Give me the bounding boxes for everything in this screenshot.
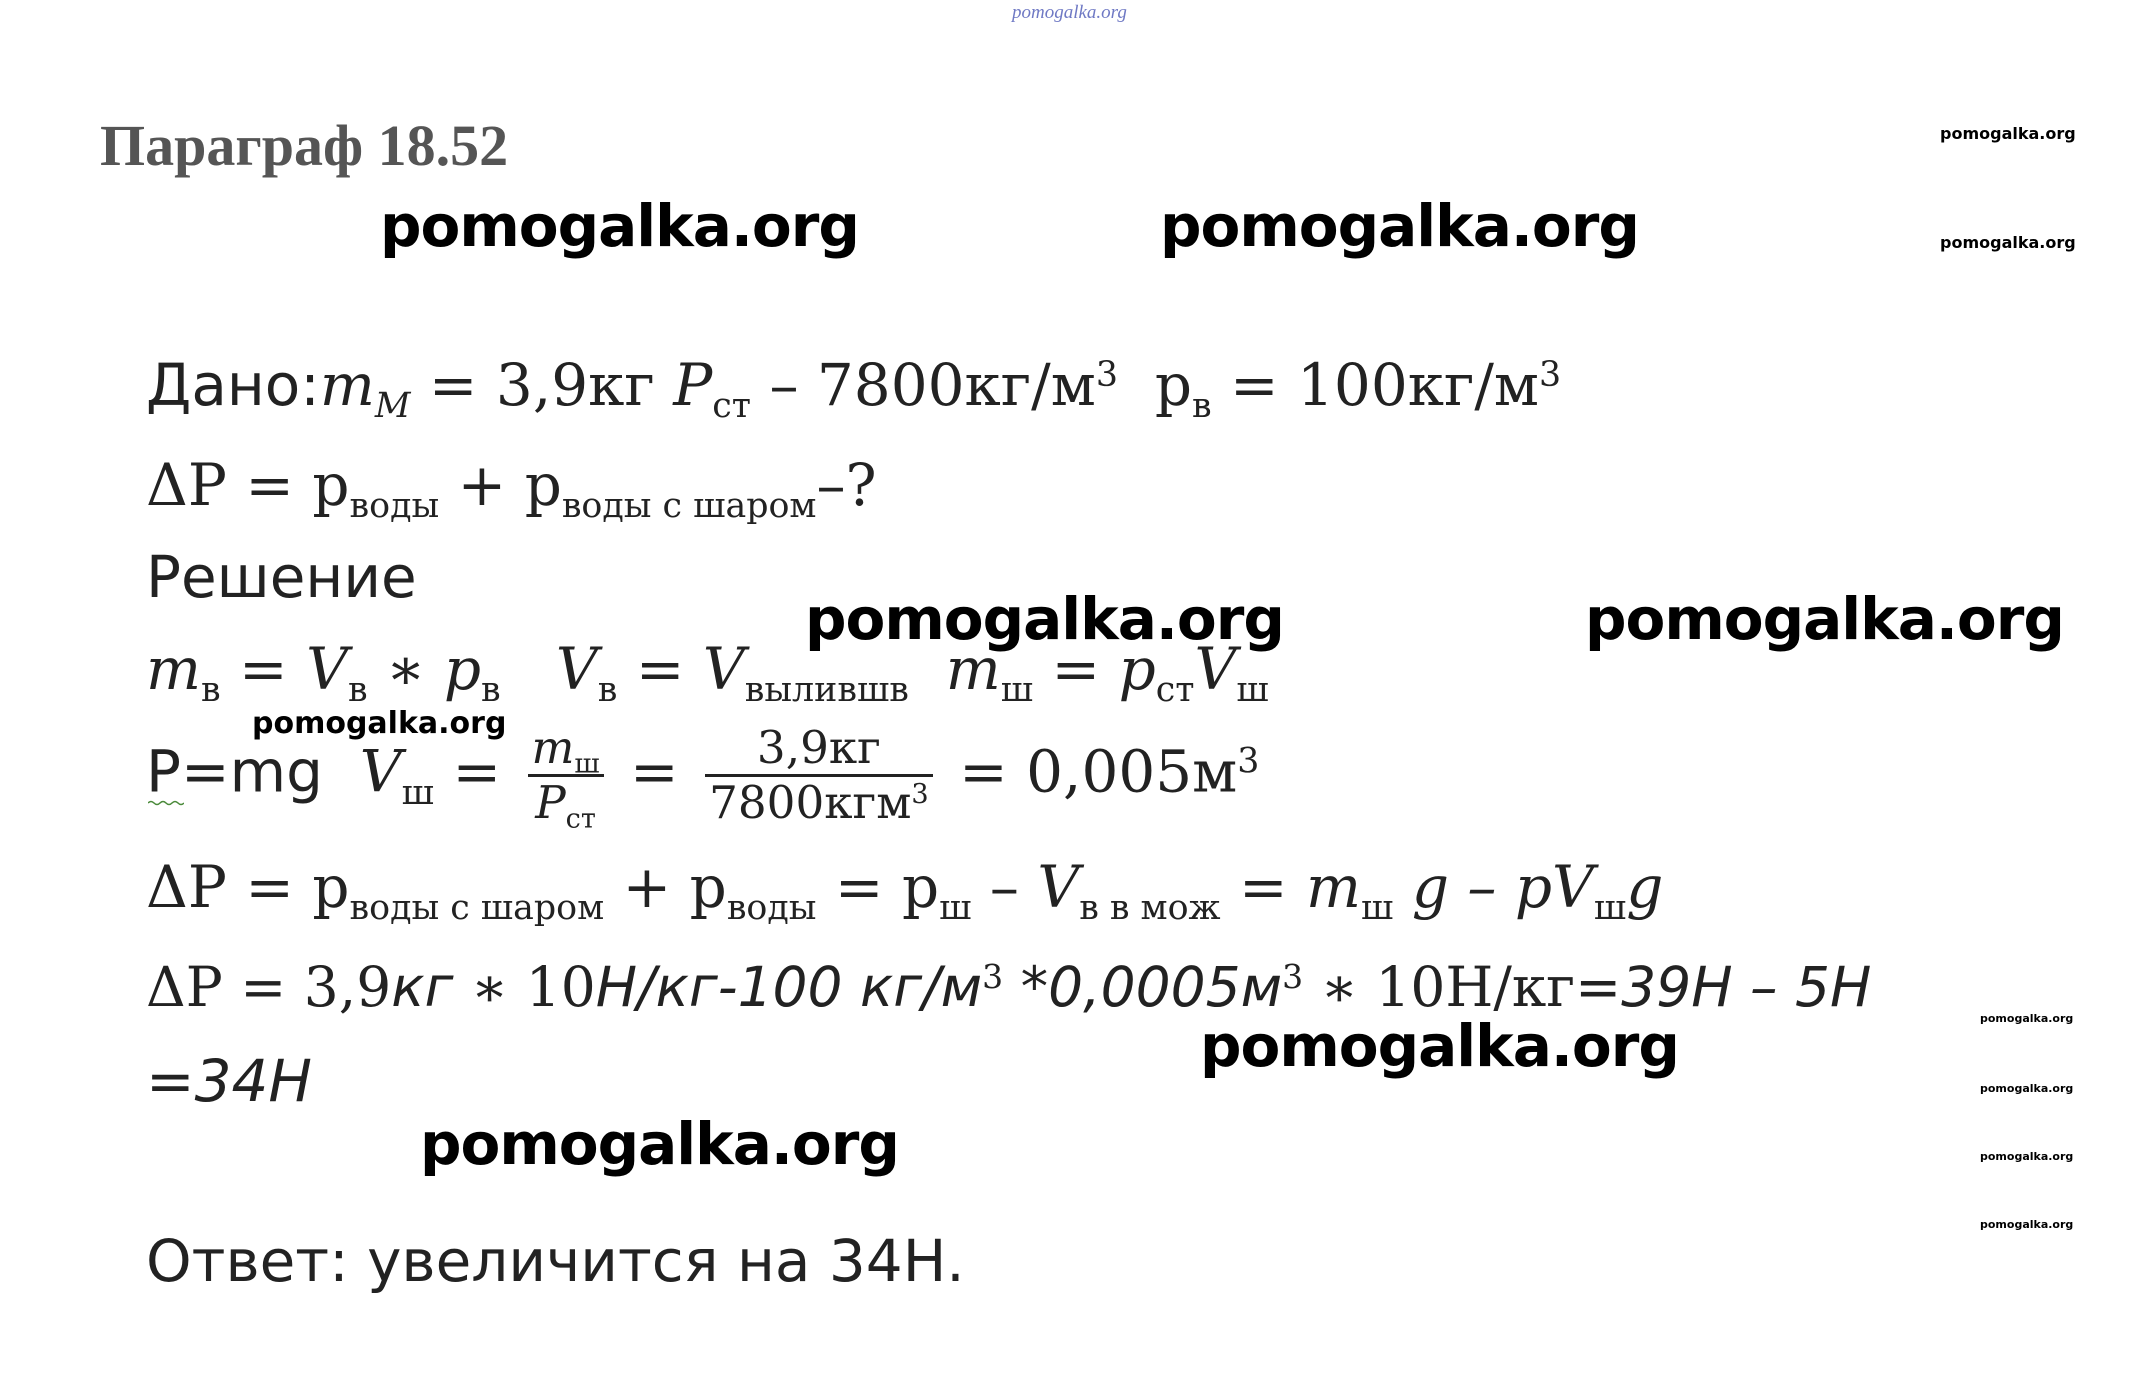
eq3-eq: =: [1033, 635, 1119, 703]
sub-v: в: [347, 670, 368, 711]
delta-label: ΔP =: [146, 853, 313, 921]
page-title: Параграф 18.52: [100, 113, 509, 178]
eq1-m: m: [146, 635, 201, 703]
plus-sign: +: [604, 853, 690, 921]
given-mass-sub: M: [374, 386, 411, 427]
eq1-V: V: [1037, 853, 1080, 921]
line6-eq: = р: [816, 853, 940, 921]
frac-eq: =: [434, 737, 520, 806]
given-label: Дано:: [146, 351, 320, 419]
p-symbol: р: [524, 451, 562, 519]
sub-vody-s-sharom: воды с шаром: [349, 888, 605, 929]
given-water-sub: в: [1191, 386, 1212, 427]
line7-d: Н/кг-100 кг/м: [595, 955, 983, 1019]
line7-f: ∗ 10Н/кг: [1303, 955, 1576, 1019]
frac2-num: 3,9кг: [705, 722, 933, 777]
frac1-num-var: m: [531, 721, 575, 774]
eq3-V: V: [1194, 635, 1237, 703]
sub-sh: ш: [1000, 670, 1034, 711]
eq1-p: p: [443, 635, 481, 703]
sub-sh: ш: [939, 888, 972, 929]
sub-st: ст: [1155, 670, 1195, 711]
sub-vody: воды: [726, 888, 817, 929]
equation-line-4: [146, 955, 1872, 1019]
pmg-formula: P=mg: [146, 737, 323, 806]
cube-exponent: 3: [982, 956, 1004, 996]
p-symbol: р: [312, 451, 350, 519]
delta-label: ΔP =: [146, 451, 313, 519]
watermark: pomogalka.org: [1980, 1150, 2074, 1163]
watermark: pomogalka.org: [1160, 192, 1639, 260]
sub-v: в: [481, 670, 501, 711]
cube-exponent: 3: [911, 779, 929, 811]
line6-m: m: [1306, 853, 1362, 921]
sub-sh: ш: [574, 748, 600, 780]
question-line: [146, 451, 877, 527]
line7-a: ΔP = 3,9: [146, 955, 392, 1019]
eq3-m: m: [945, 635, 1001, 703]
sub-vylivsh: вылившв: [744, 670, 909, 711]
line7-g: =39Н – 5Н: [1575, 955, 1872, 1019]
given-mass-var: m: [319, 351, 375, 419]
eq3-p: p: [1118, 635, 1156, 703]
eq1-eq: =: [220, 635, 307, 703]
eq2-V2: V: [702, 635, 745, 703]
watermark: pomogalka.org: [1200, 1012, 1679, 1080]
watermark: pomogalka.org: [1980, 1012, 2074, 1025]
given-steel-sub: ст: [712, 386, 752, 427]
cube-exponent: 3: [1237, 741, 1260, 782]
fraction-values: [705, 722, 933, 829]
sub-sh: ш: [1361, 888, 1394, 929]
watermark: pomogalka.org: [1980, 1082, 2074, 1095]
line7-c: ∗ 10: [453, 955, 596, 1019]
given-steel-value: – 7800кг/м: [751, 351, 1096, 419]
equation-line-1: [146, 635, 1269, 711]
cube-exponent: 3: [1539, 354, 1562, 395]
eq1-star: ∗: [367, 635, 444, 703]
sub-vody: воды: [349, 486, 440, 527]
sub-vody-s-sharom: воды с шаром: [561, 486, 817, 527]
given-line: [146, 351, 1562, 427]
watermark: pomogalka.org: [1940, 233, 2076, 252]
sub-v: в: [201, 670, 221, 711]
solution-label: Решение: [146, 543, 417, 611]
line6-g: g – pV: [1393, 853, 1594, 921]
sub-sh: ш: [1236, 670, 1269, 711]
watermark: pomogalka.org: [420, 1110, 899, 1178]
given-water-var: р: [1154, 351, 1192, 419]
answer-line: Ответ: увеличится на 34Н.: [146, 1227, 965, 1295]
p-symbol: р: [689, 853, 727, 921]
sub-v: в: [597, 670, 618, 711]
question-mark: –?: [816, 451, 877, 519]
given-water-value: = 100кг/м: [1211, 351, 1540, 419]
site-logo: pomogalka.org: [1012, 2, 1127, 23]
sub-sh: ш: [1593, 888, 1627, 929]
frac-V: V: [359, 737, 402, 806]
plus-sign: +: [439, 451, 525, 519]
fraction-mass-density: [528, 721, 604, 835]
given-mass-value: = 3,9кг: [410, 351, 674, 419]
equation-line-3: [146, 853, 1664, 929]
watermark: pomogalka.org: [380, 192, 859, 260]
cube-exponent: 3: [1095, 354, 1118, 395]
line7-b: кг: [391, 955, 454, 1019]
frac1-den-var: P: [535, 776, 566, 830]
watermark: pomogalka.org: [252, 706, 507, 741]
watermark: pomogalka.org: [805, 585, 1284, 653]
line6-minus: –: [971, 853, 1038, 921]
watermark: pomogalka.org: [1940, 124, 2076, 143]
line7-e: *0,0005м: [1003, 955, 1283, 1019]
eq2-V: V: [555, 635, 598, 703]
equation-line-2: [146, 721, 1260, 835]
cube-exponent: 3: [1282, 956, 1304, 996]
p-symbol: р: [312, 853, 350, 921]
watermark: pomogalka.org: [1980, 1218, 2074, 1231]
sub-sh: ш: [401, 772, 435, 813]
watermark: pomogalka.org: [1585, 585, 2064, 653]
frac-eq: =: [1220, 853, 1307, 921]
equation-result: =34Н: [146, 1047, 313, 1115]
eq2-eq: =: [617, 635, 703, 703]
spellcheck-squiggle: [148, 800, 184, 806]
given-steel-var: P: [673, 351, 713, 419]
line6-g2: g: [1626, 853, 1664, 921]
frac-eq: =: [611, 737, 698, 806]
sub-v-v-mozh: в в мож: [1079, 888, 1221, 929]
eq1-V: V: [306, 635, 348, 703]
frac-result: = 0,005м: [940, 737, 1238, 806]
frac2-den: 7800кгм: [709, 776, 912, 830]
sub-st: ст: [565, 803, 596, 835]
